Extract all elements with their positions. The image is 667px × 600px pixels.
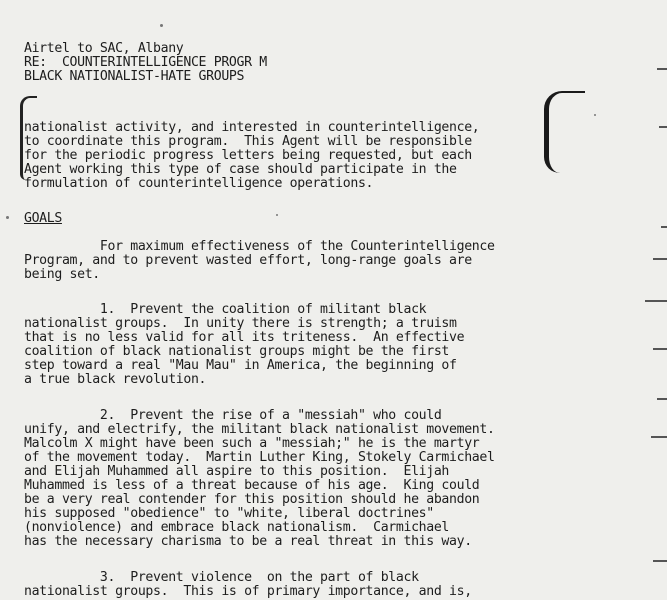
goal2-line-9: (nonviolence) and embrace black nationalism. Carmichael <box>24 520 450 535</box>
header-line-1: Airtel to SAC, Albany <box>24 41 184 56</box>
goals-intro-line-2: Program, and to prevent wasted effort, long-range goals are <box>24 253 472 268</box>
goal2-line-7: be a very real contender for this position should he abandon <box>24 492 480 507</box>
goal2-line-6: Muhammed is less of a threat because of his age. King could <box>24 478 480 493</box>
scan-speck <box>594 114 596 116</box>
goal2-line-2: unify, and electrify, the militant black nationalist movement. <box>24 422 495 437</box>
goals-intro-line-1: For maximum effectiveness of the Counterintelligence <box>24 239 495 254</box>
right-bracket-mark <box>544 91 585 173</box>
intro-line-2: to coordinate this program. This Agent will be responsible <box>24 134 472 149</box>
header-line-3: BLACK NATIONALIST-HATE GROUPS <box>24 69 245 84</box>
goal1-line-2: nationalist groups. In unity there is strength; a truism <box>24 316 457 331</box>
goal2-line-4: of the movement today. Martin Luther King, Stokely Carmichael <box>24 450 495 465</box>
intro-line-3: for the periodic progress letters being requested, but each <box>24 148 472 163</box>
goal1-line-5: step toward a real "Mau Mau" in America, the beginning of <box>24 358 457 373</box>
goal3-line-1: 3. Prevent violence on the part of black <box>24 570 419 585</box>
intro-line-1: nationalist activity, and interested in counterintelligence, <box>24 120 480 135</box>
scan-edge-marks <box>637 0 667 600</box>
intro-line-4: Agent working this type of case should participate in the <box>24 162 457 177</box>
scan-speck <box>160 24 163 27</box>
goal2-line-1: 2. Prevent the rise of a "messiah" who could <box>24 408 442 423</box>
goal2-line-8: his supposed "obedience" to "white, liberal doctrines" <box>24 506 434 521</box>
goal1-line-6: a true black revolution. <box>24 372 207 387</box>
header-line-2: RE: COUNTERINTELLIGENCE PROGR M <box>24 55 267 70</box>
goal2-line-5: and Elijah Muhammed all aspire to this position. Elijah <box>24 464 450 479</box>
goal3-line-2: nationalist groups. This is of primary importance, and is, <box>24 584 472 599</box>
scan-speck <box>276 214 278 216</box>
intro-line-5: formulation of counterintelligence operations. <box>24 176 374 191</box>
goal2-line-3: Malcolm X might have been such a "messiah;" he is the martyr <box>24 436 480 451</box>
goal2-line-10: has the necessary charisma to be a real threat in this way. <box>24 534 472 549</box>
goal1-line-4: coalition of black nationalist groups might be the first <box>24 344 450 359</box>
scan-speck <box>6 216 9 219</box>
goals-intro-line-3: being set. <box>24 267 100 282</box>
goals-heading: GOALS <box>24 211 62 226</box>
goal1-line-3: that is no less valid for all its triteness. An effective <box>24 330 465 345</box>
goal1-line-1: 1. Prevent the coalition of militant black <box>24 302 427 317</box>
